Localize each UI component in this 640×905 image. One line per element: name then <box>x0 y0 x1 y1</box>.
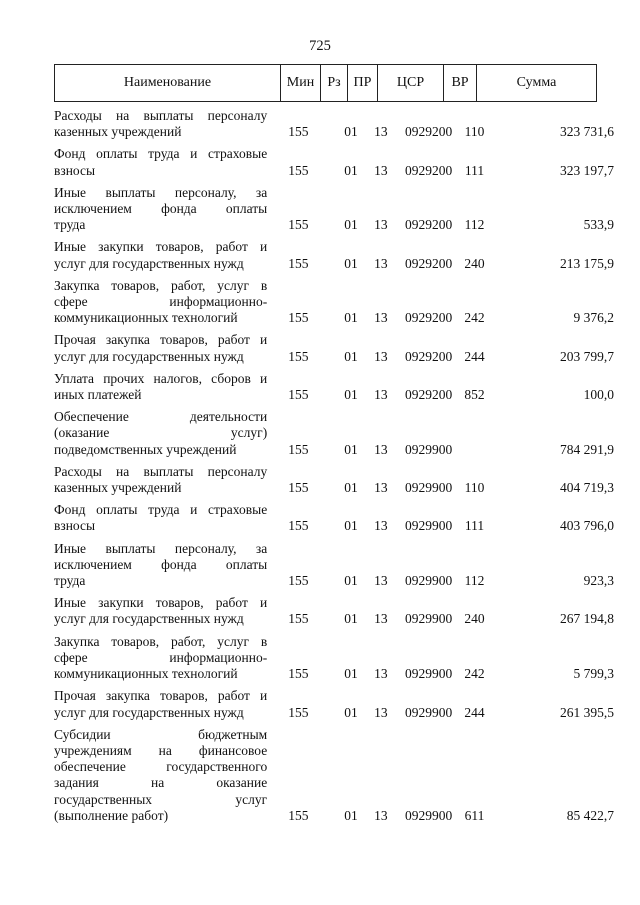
cell-csr: 0929900 <box>405 807 453 823</box>
row-name-line: обеспечение государственного <box>54 759 268 775</box>
cell-pr: 13 <box>374 162 388 178</box>
cell-vr: 611 <box>464 807 485 823</box>
cell-csr: 0929200 <box>405 310 453 326</box>
cell-vr: 240 <box>464 611 485 627</box>
cell-min: 155 <box>288 124 309 140</box>
cell-vr: 110 <box>464 124 485 140</box>
cell-rz: 01 <box>344 611 358 627</box>
cell-sum: 403 796,0 <box>559 518 614 534</box>
cell-csr: 0929200 <box>405 387 453 403</box>
cell-min: 155 <box>288 611 309 627</box>
cell-pr: 13 <box>374 480 388 496</box>
cell-vr: 244 <box>464 348 485 364</box>
row-name <box>54 409 267 458</box>
cell-sum: 203 799,7 <box>559 348 614 364</box>
cell-sum: 323 197,7 <box>559 162 614 178</box>
table-row <box>54 371 614 403</box>
row-name-line: труда <box>54 217 86 233</box>
cell-vr: 244 <box>464 704 485 720</box>
row-name-line: Субсидии бюджетным <box>54 726 268 742</box>
cell-min: 155 <box>288 480 309 496</box>
cell-vr: 240 <box>464 255 485 271</box>
cell-csr: 0929900 <box>405 704 453 720</box>
cell-rz: 01 <box>344 310 358 326</box>
row-name <box>54 371 267 403</box>
cell-sum: 100,0 <box>583 387 614 403</box>
cell-vr: 112 <box>464 573 485 589</box>
cell-rz: 01 <box>344 666 358 682</box>
cell-min: 155 <box>288 387 309 403</box>
cell-pr: 13 <box>374 255 388 271</box>
table-row <box>54 332 614 364</box>
row-name-line: коммуникационных технологий <box>54 310 238 326</box>
cell-csr: 0929200 <box>405 348 453 364</box>
cell-pr: 13 <box>374 518 388 534</box>
table-row <box>54 239 614 271</box>
table-row <box>54 595 614 627</box>
cell-pr: 13 <box>374 704 388 720</box>
cell-csr: 0929900 <box>405 518 453 534</box>
table-row <box>54 464 614 496</box>
cell-pr: 13 <box>374 666 388 682</box>
table-row <box>54 108 614 140</box>
table-row <box>54 278 614 327</box>
row-name <box>54 108 267 140</box>
cell-vr: 111 <box>464 518 485 534</box>
row-name <box>54 727 267 824</box>
row-name-line: исключением фонда оплаты <box>54 201 268 217</box>
row-name-line: Обеспечение деятельности <box>54 409 268 425</box>
row-name <box>54 464 267 496</box>
column-header-vr: ВР <box>444 65 477 101</box>
table-body <box>54 108 614 830</box>
row-name-line: подведомственных учреждений <box>54 441 237 457</box>
cell-rz: 01 <box>344 348 358 364</box>
row-name-line: государственных услуг <box>54 791 268 807</box>
cell-pr: 13 <box>374 348 388 364</box>
cell-rz: 01 <box>344 217 358 233</box>
row-name-line: Расходы на выплаты персоналу <box>54 463 268 479</box>
row-name-line: Иные закупки товаров, работ и <box>54 239 268 255</box>
cell-pr: 13 <box>374 611 388 627</box>
cell-pr: 13 <box>374 217 388 233</box>
column-header-sum: Сумма <box>516 75 557 90</box>
cell-min: 155 <box>288 573 309 589</box>
table-row <box>54 409 614 458</box>
cell-min: 155 <box>288 217 309 233</box>
row-name-line: Иные выплаты персоналу, за <box>54 540 268 556</box>
row-name-line: Иные закупки товаров, работ и <box>54 595 268 611</box>
cell-csr: 0929900 <box>405 573 453 589</box>
cell-csr: 0929900 <box>405 441 453 457</box>
row-name-line: исключением фонда оплаты <box>54 556 268 572</box>
cell-sum: 404 719,3 <box>559 480 614 496</box>
cell-rz: 01 <box>344 387 358 403</box>
row-name-line: Уплата прочих налогов, сборов и <box>54 370 268 386</box>
row-name <box>54 146 267 178</box>
table-row <box>54 146 614 178</box>
row-name <box>54 332 267 364</box>
cell-rz: 01 <box>344 441 358 457</box>
row-name-line: услуг для государственных нужд <box>54 611 244 627</box>
cell-sum: 923,3 <box>583 573 614 589</box>
row-name <box>54 595 267 627</box>
row-name-line: задания на оказание <box>54 775 268 791</box>
cell-sum: 213 175,9 <box>559 255 614 271</box>
row-name-line: учреждениям на финансовое <box>54 742 268 758</box>
row-name-line: Закупка товаров, работ, услуг в <box>54 277 268 293</box>
cell-pr: 13 <box>374 310 388 326</box>
cell-csr: 0929200 <box>405 217 453 233</box>
cell-sum: 323 731,6 <box>559 124 614 140</box>
cell-csr: 0929200 <box>405 162 453 178</box>
row-name-line: Фонд оплаты труда и страховые <box>54 146 268 162</box>
cell-rz: 01 <box>344 162 358 178</box>
cell-csr: 0929900 <box>405 611 453 627</box>
row-name-line: Прочая закупка товаров, работ и <box>54 688 268 704</box>
row-name-line: взносы <box>54 162 96 178</box>
cell-vr: 112 <box>464 217 485 233</box>
row-name-line: сфере информационно- <box>54 294 268 310</box>
row-name-line: коммуникационных технологий <box>54 666 238 682</box>
row-name-line: Прочая закупка товаров, работ и <box>54 332 268 348</box>
row-name <box>54 541 267 590</box>
cell-min: 155 <box>288 310 309 326</box>
cell-sum: 85 422,7 <box>566 807 614 823</box>
row-name-line: Закупка товаров, работ, услуг в <box>54 633 268 649</box>
row-name-line: казенных учреждений <box>54 124 182 140</box>
row-name-line: услуг для государственных нужд <box>54 255 244 271</box>
cell-rz: 01 <box>344 124 358 140</box>
cell-rz: 01 <box>344 573 358 589</box>
column-header-pr: ПР <box>348 65 378 101</box>
cell-sum: 9 376,2 <box>573 310 614 326</box>
cell-vr: 111 <box>464 162 485 178</box>
row-name <box>54 278 267 327</box>
cell-vr: 852 <box>464 387 485 403</box>
row-name-line: (оказание услуг) <box>54 425 268 441</box>
cell-min: 155 <box>288 348 309 364</box>
table-row <box>54 502 614 534</box>
cell-pr: 13 <box>374 441 388 457</box>
cell-min: 155 <box>288 162 309 178</box>
cell-pr: 13 <box>374 573 388 589</box>
row-name-line: Расходы на выплаты персоналу <box>54 108 268 123</box>
cell-vr: 242 <box>464 666 485 682</box>
table-row <box>54 634 614 683</box>
cell-rz: 01 <box>344 807 358 823</box>
table-row <box>54 688 614 720</box>
row-name-line: Фонд оплаты труда и страховые <box>54 502 268 518</box>
cell-vr: 110 <box>464 480 485 496</box>
row-name-line: сфере информационно- <box>54 649 268 665</box>
cell-sum: 784 291,9 <box>559 441 614 457</box>
cell-pr: 13 <box>374 387 388 403</box>
column-header-min: Мин <box>281 65 321 101</box>
row-name-line: казенных учреждений <box>54 480 182 496</box>
row-name <box>54 502 267 534</box>
cell-min: 155 <box>288 704 309 720</box>
row-name <box>54 688 267 720</box>
cell-rz: 01 <box>344 704 358 720</box>
cell-vr: 242 <box>464 310 485 326</box>
cell-min: 155 <box>288 441 309 457</box>
row-name-line: услуг для государственных нужд <box>54 704 244 720</box>
cell-rz: 01 <box>344 518 358 534</box>
cell-sum: 533,9 <box>583 217 614 233</box>
column-header-name: Наименование <box>55 65 281 101</box>
cell-min: 155 <box>288 518 309 534</box>
page-number: 725 <box>309 38 331 54</box>
table-header <box>54 64 597 102</box>
cell-pr: 13 <box>374 807 388 823</box>
row-name-line: труда <box>54 573 86 589</box>
row-name <box>54 634 267 683</box>
cell-min: 155 <box>288 666 309 682</box>
cell-rz: 01 <box>344 480 358 496</box>
cell-csr: 0929200 <box>405 124 453 140</box>
cell-csr: 0929900 <box>405 666 453 682</box>
cell-rz: 01 <box>344 255 358 271</box>
row-name <box>54 239 267 271</box>
cell-sum: 261 395,5 <box>559 704 614 720</box>
table-row <box>54 185 614 234</box>
cell-sum: 5 799,3 <box>573 666 614 682</box>
cell-pr: 13 <box>374 124 388 140</box>
column-header-csr: ЦСР <box>378 65 444 101</box>
row-name <box>54 185 267 234</box>
table-row <box>54 727 614 824</box>
row-name-line: взносы <box>54 518 96 534</box>
row-name-line: иных платежей <box>54 387 142 403</box>
cell-min: 155 <box>288 255 309 271</box>
cell-sum: 267 194,8 <box>559 611 614 627</box>
table-row <box>54 541 614 590</box>
cell-csr: 0929900 <box>405 480 453 496</box>
row-name-line: Иные выплаты персоналу, за <box>54 184 268 200</box>
row-name-line: услуг для государственных нужд <box>54 348 244 364</box>
row-name-line: (выполнение работ) <box>54 807 169 823</box>
cell-csr: 0929200 <box>405 255 453 271</box>
cell-min: 155 <box>288 807 309 823</box>
column-header-rz: Рз <box>321 65 348 101</box>
